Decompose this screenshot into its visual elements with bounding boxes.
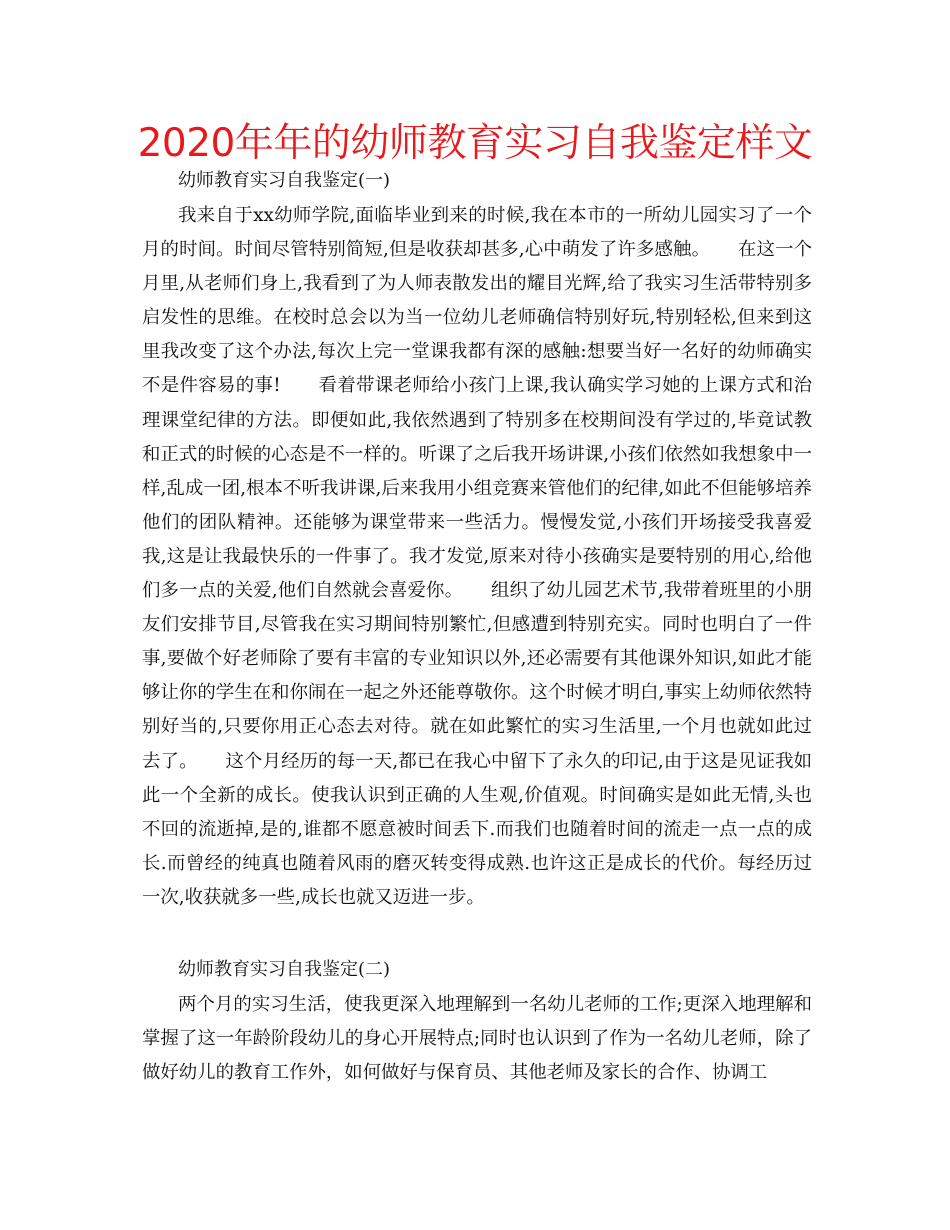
section-heading-2: 幼师教育实习自我鉴定(二) — [178, 959, 391, 980]
section-body-1: 我来自于xx幼师学院,面临毕业到来的时候,我在本市的一所幼儿园实习了一个月的时间。时间尽管特别简短,但是收获却甚多,心中萌发了许多感触。 在这一个月里,从老师们身上,我看到了为人师表散发出的耀目光辉,给了我实习生活带特别多启发性的思维。在校时总会以为当一位幼儿老师确信特别好玩,特别轻松,但来到这里我改变了这个办法,每次上完一堂课我都有深的感触:想要当好一名好的幼师确实不是件容易的事! 看着带课老师给小孩门上课,我认确实学习她的上课方式和治理课堂纪律的方法。即便如此,我依然遇到了特别多在校期间没有学过的,毕竟试教和正式的时候的心态是不一样的。听课了之后我开场讲课,小孩们依然如我想象中一样,乱成一团,根本不听我讲课,后来我用小组竞赛来管他们的纪律,如此不但能够培养他们的团队精神。还能够为课堂带来一些活力。慢慢发觉,小孩们开场接受我喜爱我,这是让我最快乐的一件事了。我才发觉,原来对待小孩确实是要特别的用心,给他们多一点的关爱,他们自然就会喜爱你。 组织了幼儿园艺术节,我带着班里的小朋友们安排节目,尽管我在实习期间特别繁忙,但感遭到特别充实。同时也明白了一件事,要做个好老师除了要有丰富的专业知识以外,还必需要有其他课外知识,如此才能够让你的学生在和你闹在一起之外还能尊敬你。这个时候才明白,事实上幼师依然特别好当的,只要你用正心态去对待。就在如此繁忙的实习生活里,一个月也就如此过去了。 这个月经历的每一天,都已在我心中留下了永久的印记,由于这是见证我如此一个全新的成长。使我认识到正确的人生观,价值观。时间确实是如此无情,头也不回的流逝掉,是的,谁都不愿意被时间丢下.而我们也随着时间的流走一点一点的成长.而曾经的纯真也随着风雨的磨灭转变得成熟.也许这正是成长的代价。每经历过一次,收获就多一些,成长也就又迈进一步。 — [142, 205, 812, 908]
section-heading-1: 幼师教育实习自我鉴定(一) — [178, 170, 391, 191]
document-title: 2020年年的幼师教育实习自我鉴定样文 — [137, 121, 813, 166]
section-body-2: 两个月的实习生活，使我更深入地理解到一名幼儿老师的工作;更深入地理解和掌握了这一年龄阶段幼儿的身心开展特点;同时也认识到了作为一名幼儿老师，除了做好幼儿的教育工作外，如何做好与保育员、其他老师及家长的合作、协调工 — [142, 994, 812, 1084]
